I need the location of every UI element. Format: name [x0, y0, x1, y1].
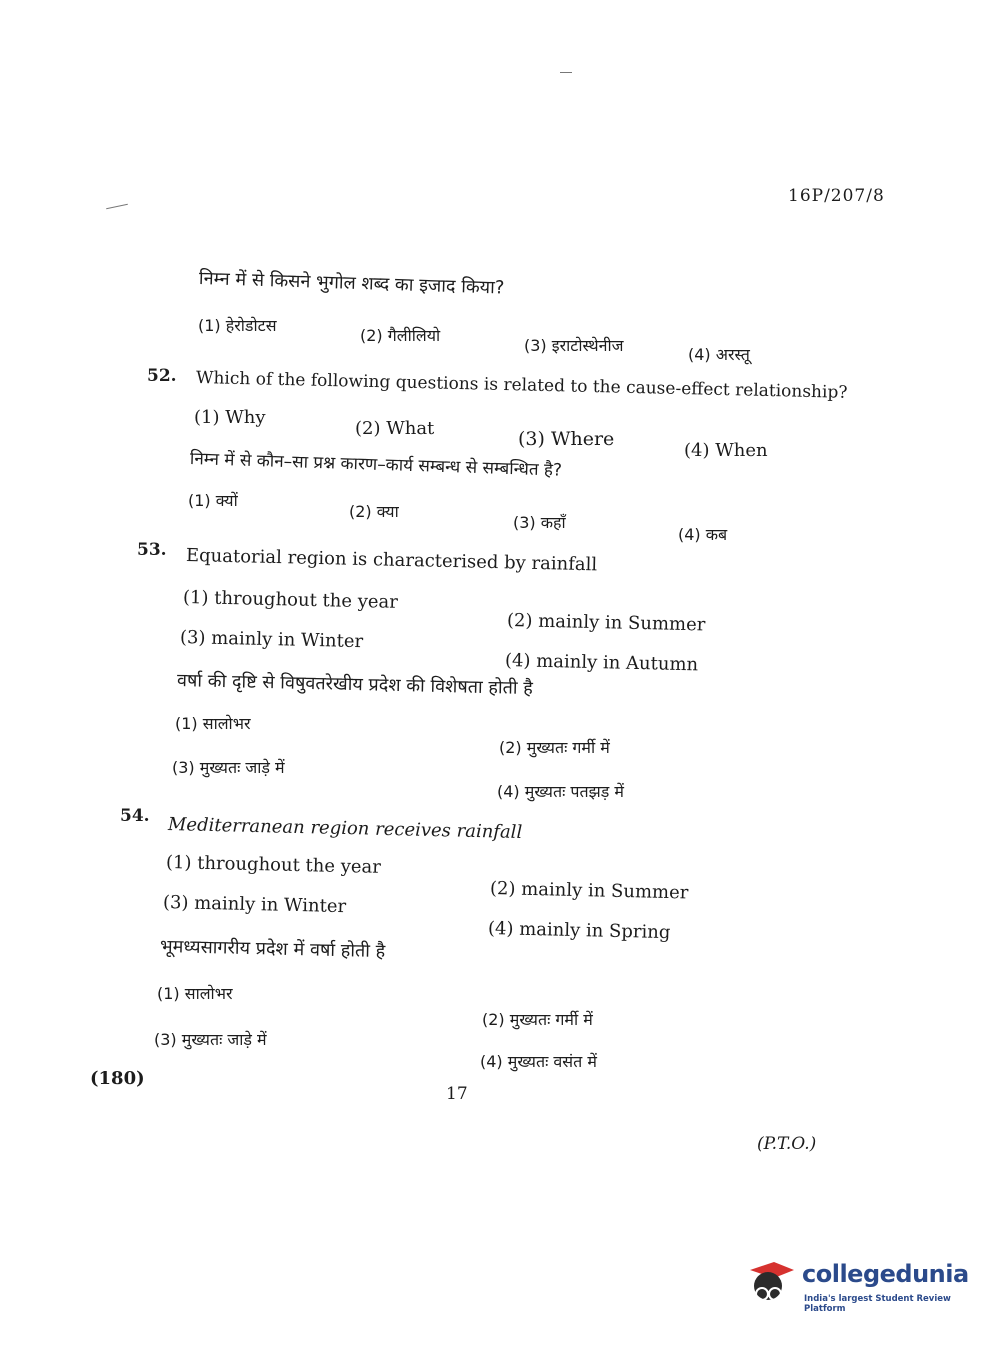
logo-name: collegedunia [802, 1260, 969, 1288]
mascot-icon [744, 1256, 796, 1308]
q51-hindi-question: निम्न में से किसने भुगोल शब्द का इजाद किया? [198, 268, 505, 299]
q53-hindi-question: वर्षा की दृष्टि से विषुवतरेखीय प्रदेश की विशेषता होती है [176, 670, 534, 700]
q53-hindi-option-2: (2) मुख्यतः गर्मी में [499, 738, 610, 757]
q52-question: Which of the following questions is related to the cause-effect relationship? [195, 368, 848, 403]
q54-option-1: (1) throughout the year [165, 852, 382, 878]
q52-hindi-question: निम्न में से कौन–सा प्रश्न कारण–कार्य सम्बन्ध से सम्बन्धित है? [189, 449, 563, 481]
marks-label: (180) [90, 1068, 145, 1089]
q53-option-1: (1) throughout the year [182, 587, 399, 613]
q54-hindi-option-4: (4) मुख्यतः वसंत में [480, 1052, 597, 1071]
q53-option-4: (4) mainly in Autumn [504, 650, 699, 676]
pto-label: (P.T.O.) [757, 1134, 817, 1154]
q53-option-2: (2) mainly in Summer [506, 610, 706, 636]
q53-option-3: (3) mainly in Winter [179, 627, 364, 653]
q52-option-3: (3) Where [518, 428, 615, 450]
q52-number: 52. [147, 366, 177, 386]
q52-option-2: (2) What [355, 418, 435, 439]
q52-option-4: (4) When [684, 440, 768, 461]
q53-hindi-option-3: (3) मुख्यतः जाड़े में [172, 758, 285, 777]
q51-hindi-option-3: (3) इराटोस्थेनीज [524, 336, 624, 355]
q54-hindi-question: भूमध्यसागरीय प्रदेश में वर्षा होती है [159, 936, 386, 963]
collegedunia-logo [744, 1252, 974, 1312]
q54-hindi-option-3: (3) मुख्यतः जाड़े में [154, 1030, 267, 1049]
q53-hindi-option-4: (4) मुख्यतः पतझड़ में [497, 782, 624, 801]
q52-option-1: (1) Why [194, 407, 266, 428]
q54-hindi-option-1: (1) सालोभर [157, 984, 233, 1003]
q53-hindi-option-1: (1) सालोभर [175, 714, 251, 733]
q53-number: 53. [137, 540, 167, 560]
q54-number: 54. [120, 806, 150, 826]
q52-hindi-option-2: (2) क्या [349, 502, 399, 521]
q51-hindi-option-1: (1) हेरोडोटस [198, 316, 277, 335]
q53-question: Equatorial region is characterised by rainfall [185, 545, 598, 576]
q54-hindi-option-2: (2) मुख्यतः गर्मी में [482, 1010, 593, 1029]
q52-hindi-option-1: (1) क्यों [188, 491, 238, 510]
paper-code: 16P/207/8 [788, 186, 885, 206]
top-dash [560, 72, 572, 73]
q52-hindi-option-4: (4) कब [678, 525, 728, 544]
q54-option-2: (2) mainly in Summer [489, 878, 689, 904]
q54-option-3: (3) mainly in Winter [162, 892, 347, 918]
logo-tagline: India's largest Student Review Platform [804, 1294, 951, 1314]
q52-hindi-option-3: (3) कहाँ [513, 513, 566, 532]
margin-mark [106, 204, 128, 210]
q51-hindi-option-4: (4) अरस्तू [688, 345, 750, 364]
q51-hindi-option-2: (2) गैलीलियो [360, 326, 441, 345]
page-number: 17 [446, 1084, 468, 1104]
q54-option-4: (4) mainly in Spring [487, 918, 671, 944]
q54-question: Mediterranean region receives rainfall [167, 814, 523, 844]
